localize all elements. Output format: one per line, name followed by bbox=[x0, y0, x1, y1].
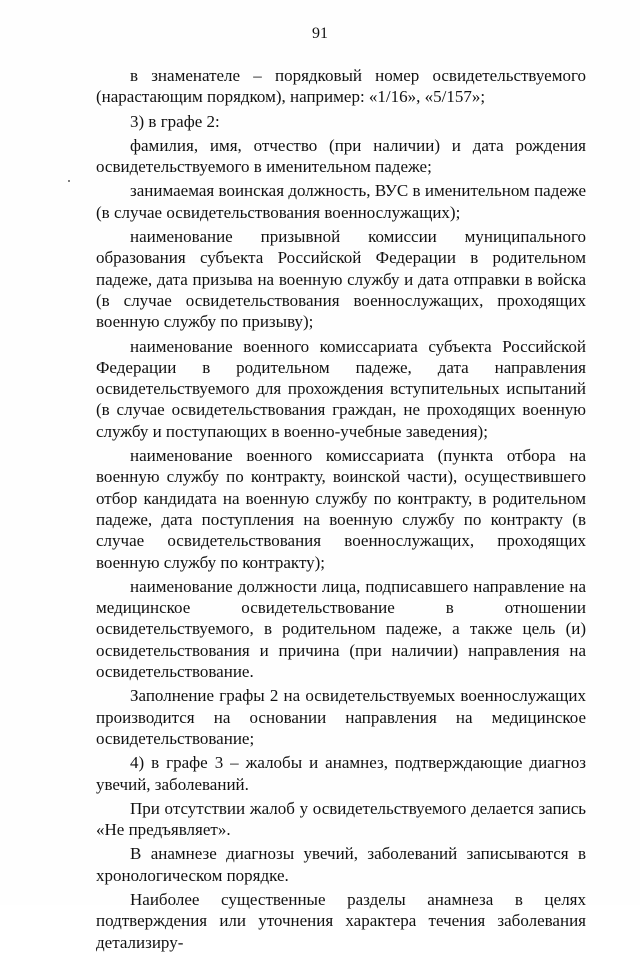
paragraph: наименование военного комиссариата субъекта Российской Федерации в родительном падеже, дата направления освидетельствуемого для прохождения вступительных испытаний (в случае освидетельствования граждан, не проходящих военную службу и поступающих в военно-учебные заведения); bbox=[96, 336, 586, 441]
paragraph: В анамнезе диагнозы увечий, заболеваний записываются в хронологическом порядке. bbox=[96, 844, 586, 885]
scan-artifact bbox=[68, 180, 70, 182]
page-number: 91 bbox=[312, 25, 328, 42]
paragraph: 4) в графе 3 – жалобы и анамнез, подтверждающие диагноз увечий, заболеваний. bbox=[96, 753, 586, 794]
document-body bbox=[96, 65, 586, 956]
paragraph: наименование должности лица, подписавшего направление на медицинское освидетельствование в отношении освидетельствуемого, в родительном падеже, а также цель (и) освидетельствования и причина (при наличии) направления на освидетельствование. bbox=[96, 576, 586, 682]
paragraph: 3) в графе 2: bbox=[130, 111, 220, 131]
paragraph: наименование призывной комиссии муниципального образования субъекта Российской Федерации в родительном падеже, дата призыва на военную службу и дата отправки в войска (в случае освидетельствования военнослужащих, проходящих военную службу по призыву); bbox=[96, 227, 586, 332]
paragraph: При отсутствии жалоб у освидетельствуемого делается запись «Не предъявляет». bbox=[96, 798, 586, 840]
paragraph: занимаемая воинская должность, ВУС в именительном падеже (в случае освидетельствования военнослужащих); bbox=[96, 181, 586, 222]
paragraph: наименование военного комиссариата (пункта отбора на военную службу по контракту, воинской части), осуществившего отбор кандидата на военную службу по контракту, в родительном падеже, дата поступления на военную службу по контракту (в случае освидетельствования военнослужащих, проходящих военную службу по контракту); bbox=[96, 446, 586, 572]
paragraph: фамилия, имя, отчество (при наличии) и дата рождения освидетельствуемого в именительном падеже; bbox=[96, 135, 586, 177]
paragraph: Заполнение графы 2 на освидетельствуемых военнослужащих производится на основании направления на медицинское освидетельствование; bbox=[96, 686, 586, 748]
paragraph: в знаменателе – порядковый номер освидетельствуемого (нарастающим порядком), например: «1/16», «5/157»; bbox=[96, 66, 586, 107]
paragraph: Наиболее существенные разделы анамнеза в целях подтверждения или уточнения характера течения заболевания детализиру- bbox=[96, 889, 586, 952]
